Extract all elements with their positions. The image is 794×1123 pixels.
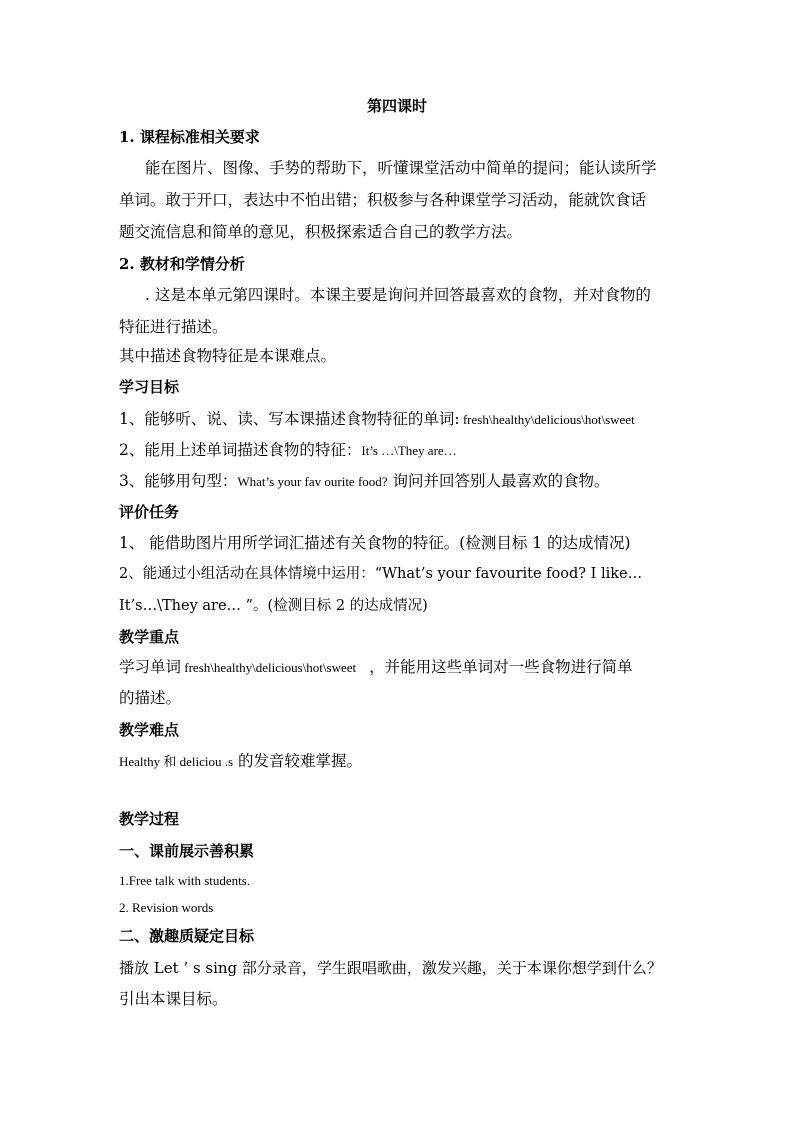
process-heading: 教学过程 [119, 810, 180, 828]
goal-1 [119, 409, 635, 430]
key-points-line-1 [119, 657, 633, 678]
difficulty-cn: 的发音较难掌握。 [233, 752, 363, 770]
evaluation-1: 1、 能借助图片用所学词汇描述有关食物的特征。(检测目标 1 的达成情况) [119, 534, 631, 552]
s2-paragraph-line-3: 其中描述食物特征是本课难点。 [119, 347, 337, 365]
s1-paragraph-line-1: 能在图片、图像、手势的帮助下，听懂课堂活动中简单的提问；能认读所学 [145, 159, 657, 177]
evaluation-heading: 评价任务 [119, 503, 180, 521]
goal-2 [119, 440, 457, 461]
goal-2-cn: 2、能用上述单词描述食物的特征： [119, 441, 362, 459]
goal-1-en: fresh\healthy\delicious\hot\sweet [459, 412, 635, 427]
goals-heading: 学习目标 [119, 378, 180, 396]
step-1-heading: 一、课前展示善积累 [119, 842, 255, 860]
key-points-line-2: 的描述。 [119, 689, 182, 707]
goal-2-en: It’s …\They are… [361, 443, 457, 458]
goal-1-cn: 1、能够听、说、读、写本课描述食物特征的单词: [119, 410, 460, 428]
goal-3 [119, 471, 610, 492]
step-2-line-1: 播放 Let ’ s sing 部分录音，学生跟唱歌曲，激发兴趣，关于本课你想学到什么？ [119, 959, 662, 977]
goal-3-cn-2: 询问并回答别人最喜欢的食物。 [387, 472, 610, 490]
key-points-cn-1: 学习单词 [119, 658, 182, 676]
step-2-line-2: 引出本课目标。 [119, 990, 228, 1008]
goal-3-cn-1: 3、能够用句型： [119, 472, 238, 490]
s2-paragraph-line-1: . 这是本单元第四课时。本课主要是询问并回答最喜欢的食物，并对食物的 [145, 286, 651, 304]
evaluation-2-line-2: It’s…\They are… ”。(检测目标 2 的达成情况) [119, 598, 428, 614]
key-points-heading: 教学重点 [119, 628, 180, 646]
section-1-heading: 1. 课程标准相关要求 [119, 128, 260, 146]
s2-paragraph-line-2: 特征进行描述。 [119, 318, 228, 336]
section-2-heading: 2. 教材和学情分析 [119, 255, 245, 273]
step-1-item-1: 1.Free talk with students. [119, 873, 251, 888]
s1-paragraph-line-2: 单词。敢于开口，表达中不怕出错；积极参与各种课堂学习活动，能就饮食话 [119, 191, 647, 209]
lesson-title: 第四课时 [366, 97, 427, 115]
difficulty-line [119, 751, 362, 772]
step-1-item-2: 2. Revision words [119, 900, 214, 915]
difficulty-en: Healthy 和 deliciou .s [119, 754, 234, 769]
key-points-en: fresh\healthy\delicious\hot\sweet [181, 660, 370, 675]
difficulty-heading: 教学难点 [119, 721, 180, 739]
step-2-heading: 二、激趣质疑定目标 [119, 927, 255, 945]
key-points-cn-2: ，并能用这些单词对一些食物进行简单 [369, 658, 633, 676]
goal-3-en: What’s your fav ourite food? [237, 474, 388, 489]
s1-paragraph-line-3: 题交流信息和简单的意见，积极探索适合自己的教学方法。 [119, 223, 523, 241]
evaluation-2-line-1: 2、能通过小组活动在具体情境中运用：“What’s your favourite food? I like… [119, 566, 643, 582]
